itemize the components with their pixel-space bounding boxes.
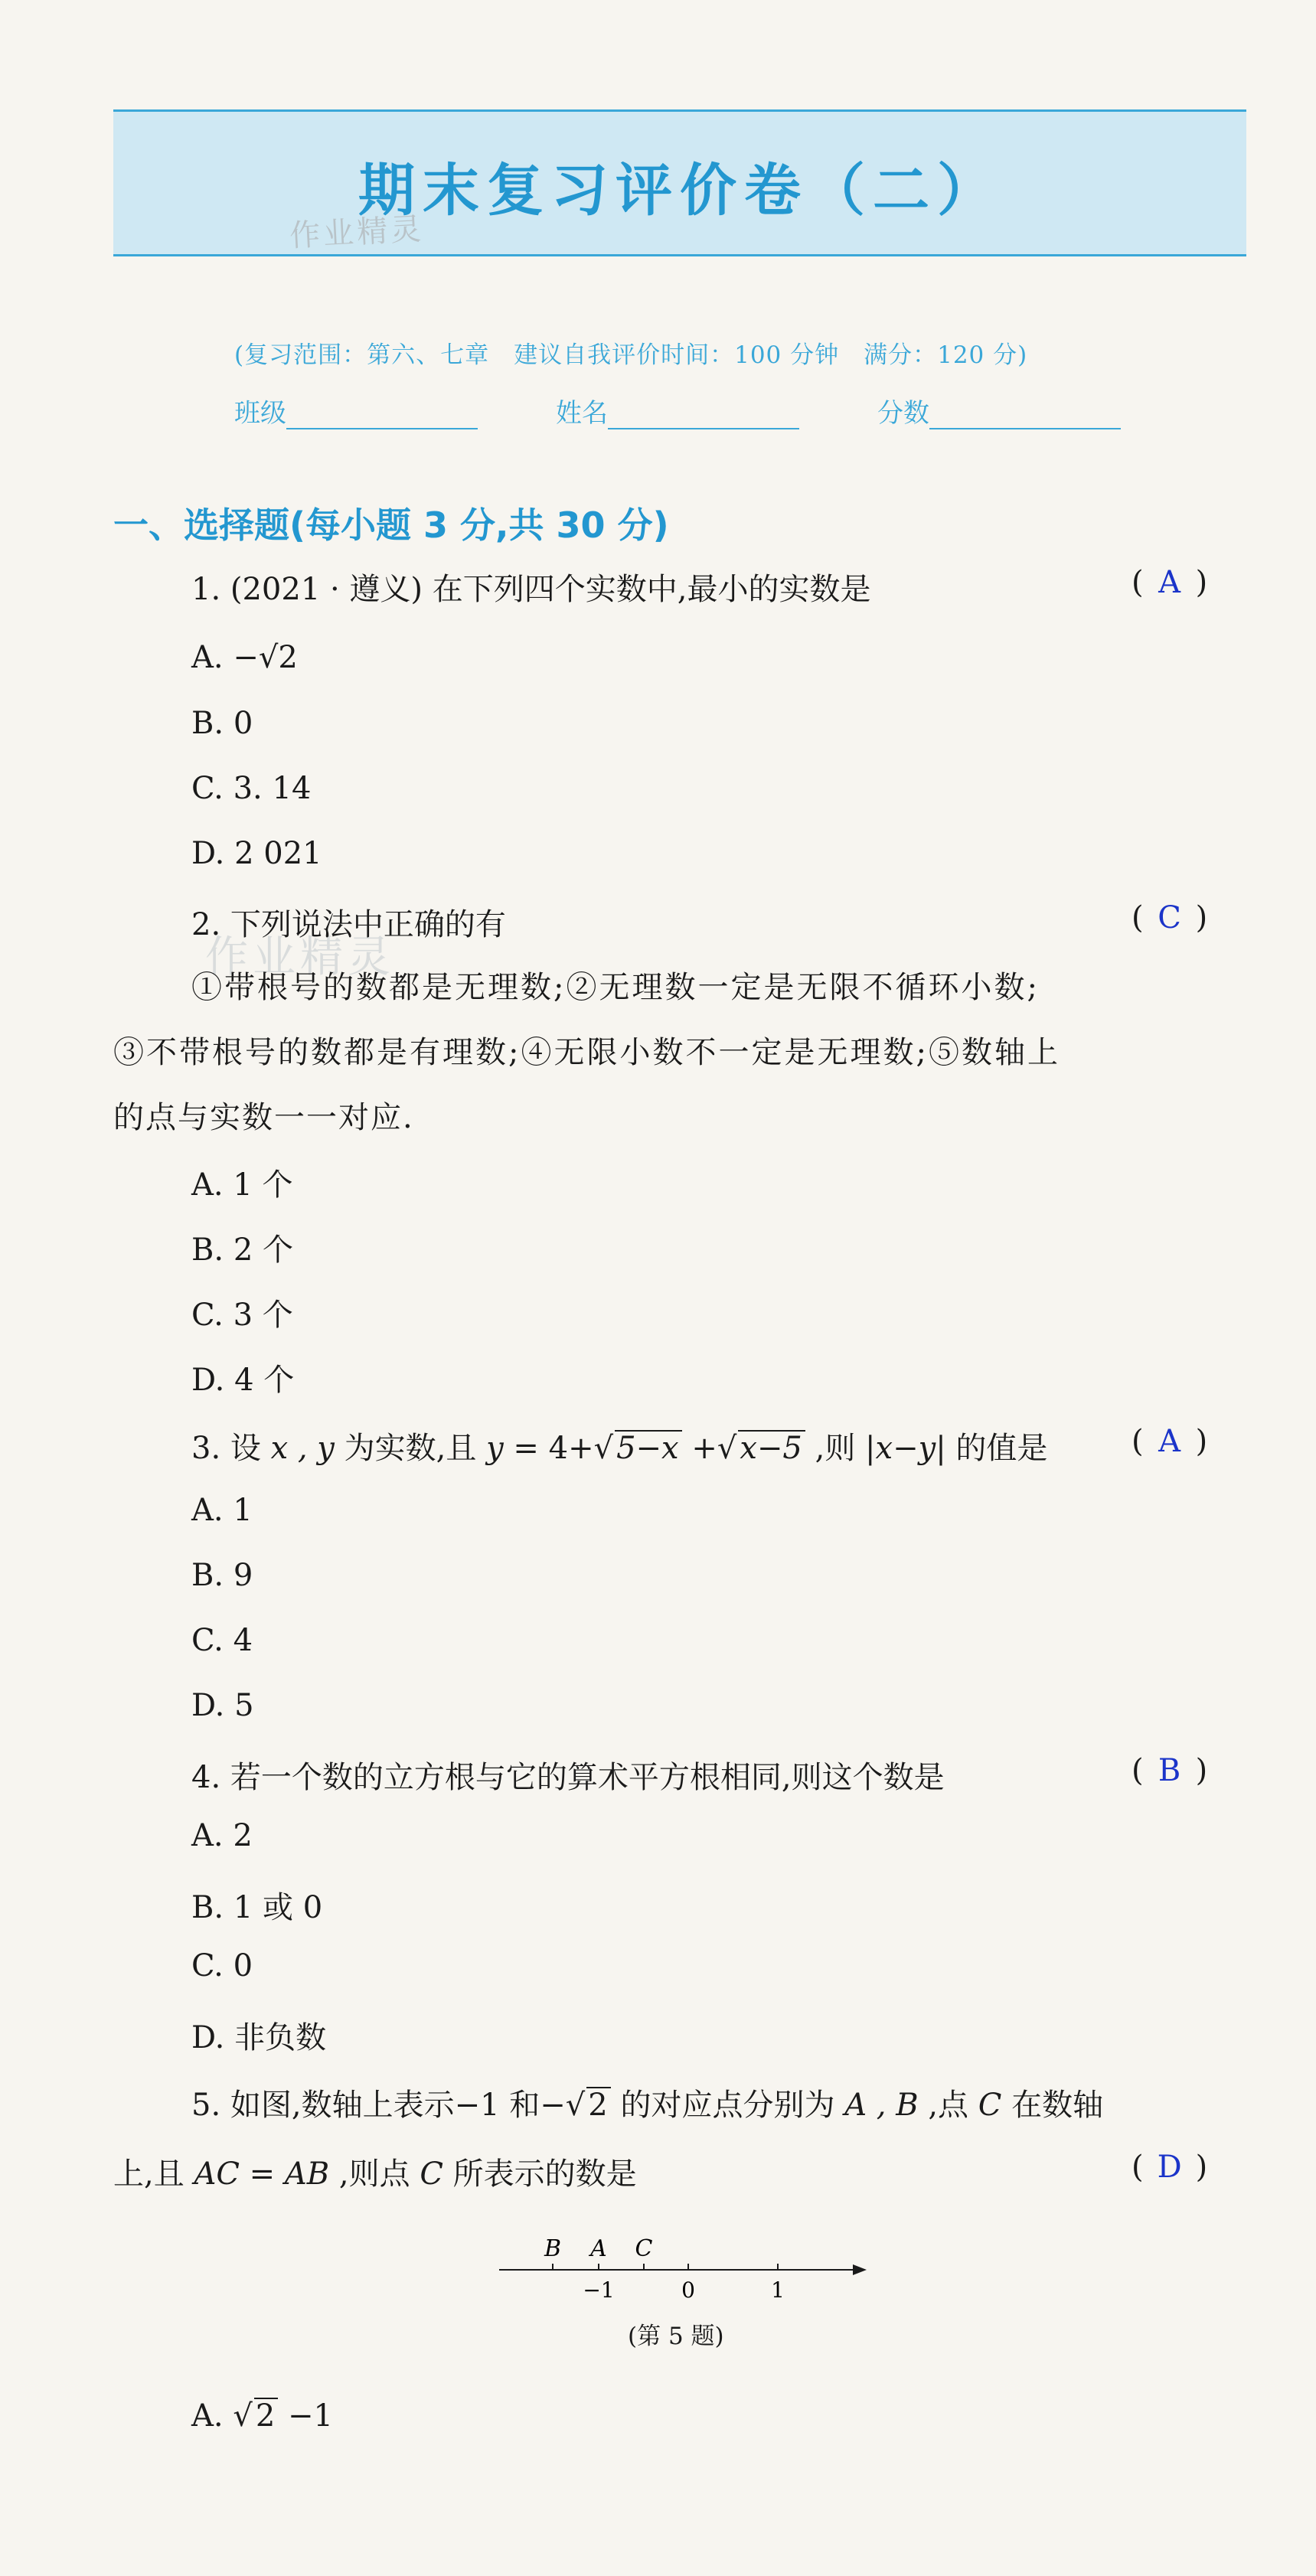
question-4-option-a: A. 2 (191, 1818, 253, 1853)
watermark: 作业精灵 (289, 211, 426, 254)
point-label-c: C (635, 2235, 653, 2262)
figure-caption: (第 5 题) (628, 2323, 724, 2350)
radicand: 2 (254, 2398, 278, 2433)
point-label-b: B (544, 2235, 562, 2262)
question-4-option-d: D. 非负数 (191, 2020, 327, 2055)
question-1-stem: 1. (2021 · 遵义) 在下列四个实数中,最小的实数是 (191, 572, 871, 607)
question-2-answer: ( C ) (1131, 900, 1208, 935)
question-5-answer: ( D ) (1131, 2150, 1208, 2185)
question-3-option-b: B. 9 (191, 1558, 253, 1593)
question-3-answer: ( A ) (1131, 1424, 1208, 1459)
sqrt-sign: √ (233, 2398, 253, 2434)
class-field (234, 392, 478, 429)
answer-letter: C (1158, 900, 1181, 935)
question-3-option-c: C. 4 (191, 1623, 253, 1658)
question-2-option-a: A. 1 个 (191, 1167, 293, 1203)
review-scope: (复习范围：第六、七章 建议自我评价时间：100 分钟 满分：120 分) (234, 341, 1028, 369)
question-2-option-c: C. 3 个 (191, 1298, 293, 1333)
answer-letter: A (1158, 1424, 1181, 1459)
page-title: 期末复习评价卷（二） (358, 158, 1001, 224)
number-line-figure (490, 2232, 873, 2316)
question-4-stem: 4. 若一个数的立方根与它的算术平方根相同,则这个数是 (191, 1760, 945, 1795)
section-title: 一、选择题(每小题 3 分,共 30 分) (113, 504, 669, 546)
answer-letter: D (1157, 2150, 1182, 2185)
title-band (113, 109, 1246, 256)
question-1-option-a: A. −√2 (191, 640, 298, 675)
question-1-option-b: B. 0 (191, 706, 253, 741)
sqrt-sign: √ (593, 1431, 614, 1466)
question-5-option-a: A. √ 2 −1 (191, 2398, 333, 2434)
question-2-option-d: D. 4 个 (191, 1363, 295, 1398)
radicand: 5−x (615, 1430, 682, 1465)
question-1-option-c: C. 3. 14 (191, 771, 312, 806)
question-2-body-line: 的点与实数一一对应. (113, 1100, 414, 1135)
radicand: 2 (586, 2087, 610, 2122)
sqrt-sign: √ (565, 2088, 586, 2123)
answer-letter: A (1158, 565, 1181, 600)
question-2-option-b: B. 2 个 (191, 1232, 293, 1268)
question-3-option-d: D. 5 (191, 1688, 254, 1723)
answer-letter: B (1158, 1753, 1181, 1788)
name-label: 姓名 (556, 398, 608, 429)
question-2-body-line: ③不带根号的数都是有理数;④无限小数不一定是无理数;⑤数轴上 (113, 1035, 1060, 1070)
sqrt-sign: √ (717, 1431, 737, 1466)
question-4-option-c: C. 0 (191, 1948, 253, 1983)
tick-label-zero: 0 (681, 2277, 695, 2303)
axis-arrow (853, 2264, 867, 2275)
class-label: 班级 (234, 398, 286, 429)
question-5-stem-line-1: 5. 如图,数轴上表示−1 和−√ 2 的对应点分别为 A , B ,点 C 在数轴 (191, 2088, 1104, 2123)
radicand: x−5 (738, 1430, 805, 1465)
tick-label-one: 1 (771, 2277, 785, 2303)
question-1-option-d: D. 2 021 (191, 836, 322, 871)
score-field (877, 392, 1121, 429)
tick-label-neg-one: −1 (583, 2277, 615, 2303)
question-2-body-line: ①带根号的数都是无理数;②无理数一定是无限不循环小数; (191, 970, 1040, 1005)
question-4-option-b: B. 1 或 0 (191, 1890, 323, 1925)
question-5-stem-line-2: 上,且 AC = AB ,则点 C 所表示的数是 (113, 2156, 637, 2192)
point-label-a: A (590, 2235, 607, 2262)
score-label: 分数 (877, 398, 929, 429)
question-3-option-a: A. 1 (191, 1493, 253, 1528)
score-blank[interactable] (929, 397, 1121, 429)
class-blank[interactable] (286, 397, 478, 429)
question-3-stem: 3. 设 x , y 为实数,且 y = 4+√ 5−x +√ x−5 ,则 |x−y| 的值是 (191, 1431, 1048, 1466)
name-field (556, 392, 799, 429)
question-1-answer: ( A ) (1131, 565, 1208, 600)
question-2-stem: 2. 下列说法中正确的有 (191, 907, 506, 942)
name-blank[interactable] (608, 397, 799, 429)
watermark: 作业精灵 (205, 932, 395, 982)
question-4-answer: ( B ) (1131, 1753, 1208, 1788)
